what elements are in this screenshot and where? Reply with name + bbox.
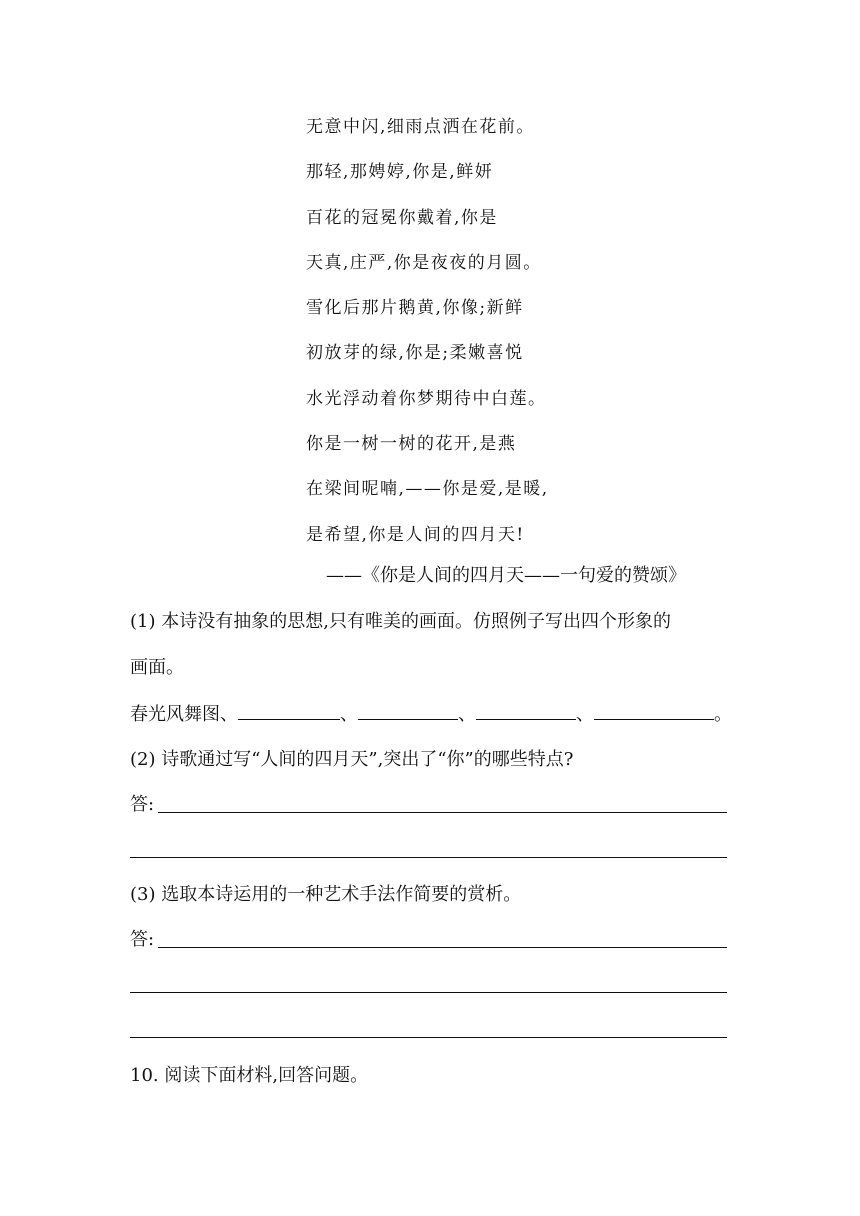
poem-line: 初放芽的绿,你是;柔嫩喜悦 bbox=[306, 343, 524, 364]
answer-line[interactable] bbox=[130, 1037, 727, 1038]
question-10-prompt: 10. 阅读下面材料,回答问题。 bbox=[130, 1065, 369, 1086]
separator: 、 bbox=[576, 704, 594, 725]
separator: 、 bbox=[458, 704, 476, 725]
poem-line: 雪化后那片鹅黄,你像;新鲜 bbox=[306, 298, 524, 319]
answer-label: 答: bbox=[130, 794, 155, 815]
example-answer: 春光风舞图、 bbox=[130, 704, 238, 725]
poem-line: 你是一树一树的花开,是燕 bbox=[306, 434, 517, 455]
poem-line: 在梁间呢喃,——你是爱,是暖, bbox=[306, 479, 549, 500]
end-mark: 。 bbox=[714, 704, 732, 725]
answer-line[interactable] bbox=[130, 857, 727, 858]
question-3-prompt: (3) 选取本诗运用的一种艺术手法作简要的赏析。 bbox=[130, 884, 522, 905]
poem-line: 百花的冠冕你戴着,你是 bbox=[306, 207, 498, 228]
answer-blank-3[interactable] bbox=[476, 699, 576, 720]
answer-line[interactable] bbox=[158, 812, 727, 813]
poem-line: 天真,庄严,你是夜夜的月圆。 bbox=[306, 252, 542, 273]
poem-attribution: ——《你是人间的四月天——一句爱的赞颂》 bbox=[326, 565, 686, 586]
answer-blank-1[interactable] bbox=[238, 699, 340, 720]
poem bbox=[306, 112, 549, 565]
poem-line: 是希望,你是人间的四月天! bbox=[306, 524, 525, 545]
question-1-prompt: (1) 本诗没有抽象的思想,只有唯美的画面。仿照例子写出四个形象的 bbox=[130, 611, 671, 632]
question-1-prompt-cont: 画面。 bbox=[130, 657, 184, 678]
separator: 、 bbox=[340, 704, 358, 725]
answer-label: 答: bbox=[130, 929, 155, 950]
question-1-answer-row bbox=[130, 699, 732, 730]
answer-blank-4[interactable] bbox=[594, 699, 714, 720]
poem-line: 无意中闪,细雨点洒在花前。 bbox=[306, 117, 535, 137]
answer-line[interactable] bbox=[158, 947, 727, 948]
poem-line: 水光浮动着你梦期待中白莲。 bbox=[306, 388, 547, 409]
question-2-prompt: (2) 诗歌通过写“人间的四月天”,突出了“你”的哪些特点? bbox=[130, 749, 574, 770]
answer-line[interactable] bbox=[130, 992, 727, 993]
poem-line: 那轻,那娉婷,你是,鲜妍 bbox=[306, 162, 494, 183]
answer-blank-2[interactable] bbox=[358, 699, 458, 720]
